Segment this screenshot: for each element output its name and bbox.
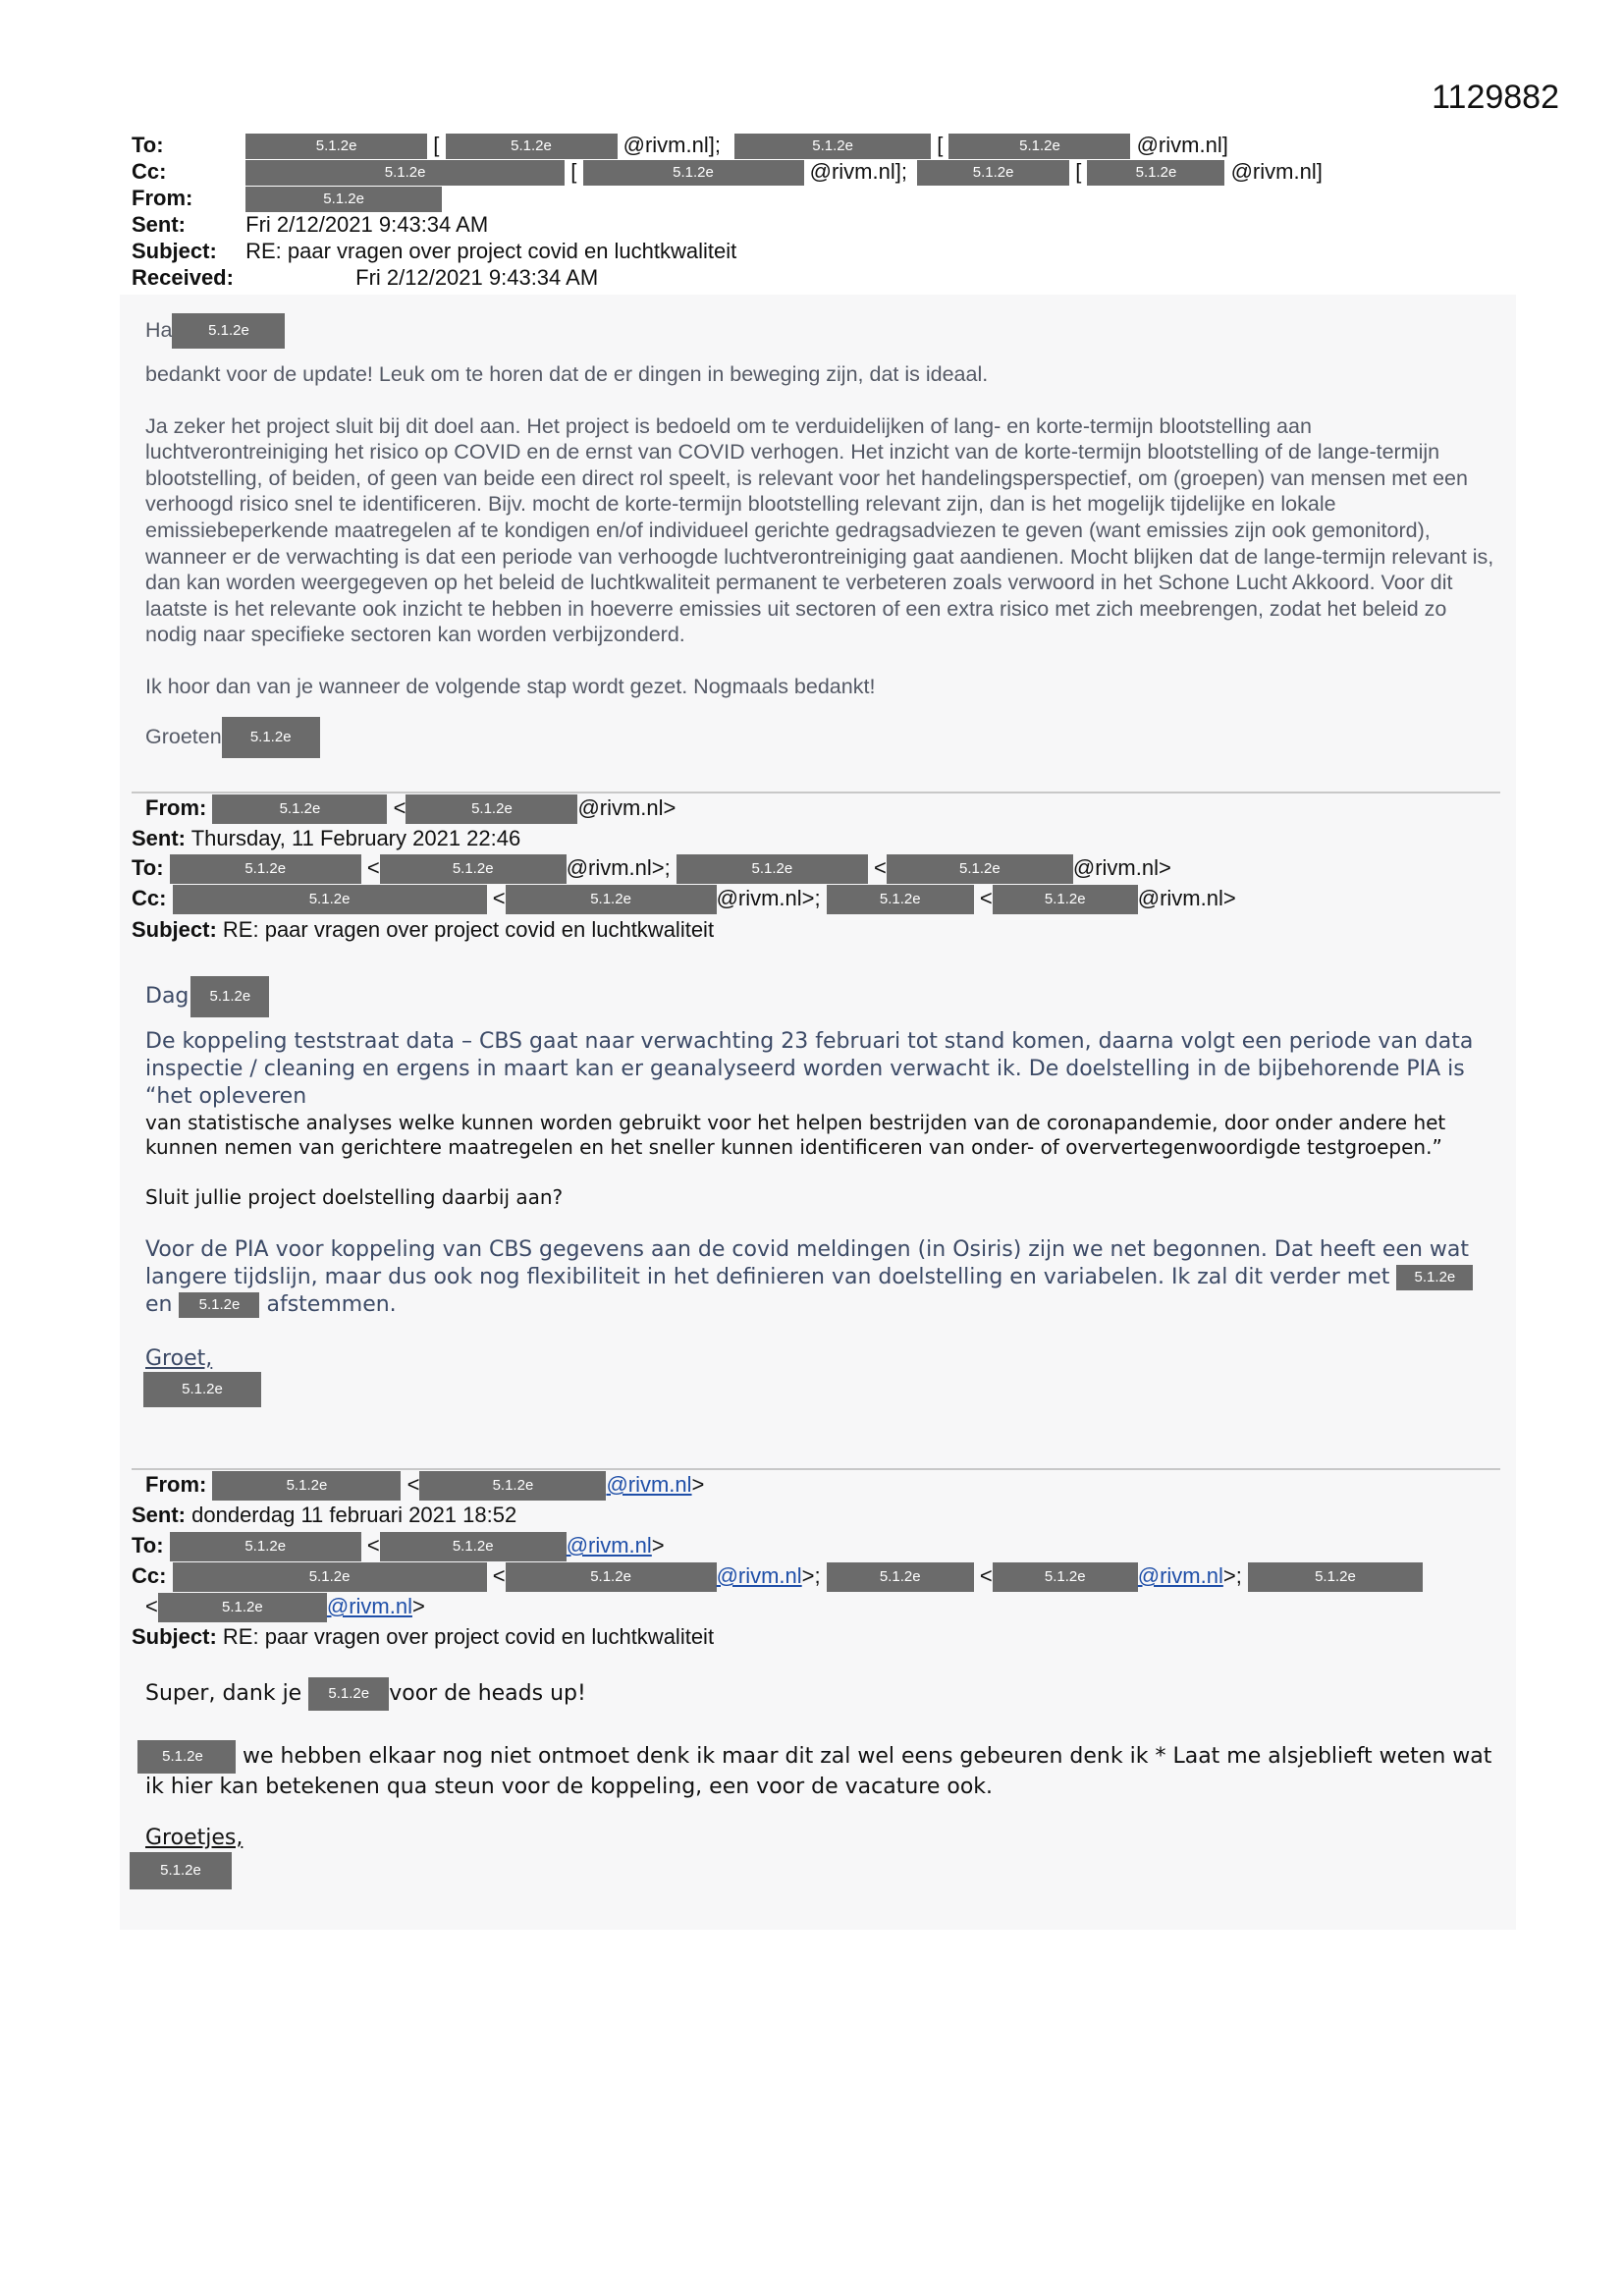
redaction: 5.1.2e: [506, 885, 717, 914]
greeting: Ha: [145, 318, 173, 342]
email2-from-row: [145, 793, 676, 823]
cc-label: Cc:: [132, 159, 167, 184]
lt: <: [145, 1594, 158, 1618]
lt: <: [492, 886, 506, 910]
lt: <: [393, 795, 406, 820]
bracket: [: [937, 133, 944, 157]
lt: <: [366, 855, 380, 880]
lt: <: [979, 1563, 993, 1588]
email1-subject-row: [132, 238, 736, 264]
redaction: 5.1.2e: [993, 1562, 1138, 1592]
to-label: To:: [132, 1533, 164, 1558]
lt: <: [492, 1563, 506, 1588]
gt: >: [651, 1533, 665, 1558]
paragraph: van statistische analyses welke kunnen worden gebruikt voor het helpen bestrijden van de coronapandemie, door onder andere het kunnen nemen van gerichtere maatregelen en het sneller kunnen identificeren van onder- of oververtegenwoordigde testgroepen.”: [145, 1111, 1446, 1159]
subject-label: Subject:: [132, 239, 217, 263]
subject-text: RE: paar vragen over project covid en luchtkwaliteit: [222, 917, 715, 942]
redaction: 5.1.2e: [734, 134, 931, 159]
paragraph-text: we hebben elkaar nog niet ontmoet denk ik maar dit zal wel eens gebeuren denk ik: [243, 1744, 1149, 1769]
redaction: 5.1.2e: [158, 1593, 327, 1622]
document-id: 1129882: [1432, 79, 1559, 116]
redaction: 5.1.2e: [677, 854, 868, 884]
subject-text: RE: paar vragen over project covid en luchtkwaliteit: [222, 1624, 715, 1649]
email2-sent-row: [132, 824, 520, 853]
gt: >: [411, 1594, 425, 1618]
paragraph: [145, 1236, 1505, 1319]
subject-text: RE: paar vragen over project covid en luchtkwaliteit: [245, 239, 737, 263]
redaction: 5.1.2e: [380, 854, 567, 884]
sent-label: Sent:: [132, 1503, 186, 1527]
redaction: 5.1.2e: [406, 794, 577, 824]
email-link[interactable]: @rivm.nl: [566, 1533, 652, 1558]
email3-sent-row: [132, 1501, 516, 1530]
redaction: 5.1.2e: [1087, 160, 1224, 186]
from-label: From:: [145, 795, 207, 820]
subject-label: Subject:: [132, 917, 217, 942]
email1-from-row: [132, 185, 442, 211]
email-link[interactable]: @rivm.nl: [716, 1563, 802, 1588]
email3-body: [145, 1677, 1510, 1889]
to-domain: @rivm.nl>;: [566, 855, 671, 880]
redaction: 5.1.2e: [170, 1532, 361, 1561]
bracket: [: [570, 159, 577, 184]
to-domain: @rivm.nl>: [1072, 855, 1171, 880]
to-domain: @rivm.nl]: [1136, 133, 1228, 157]
sent-date: Thursday, 11 February 2021 22:46: [190, 826, 521, 850]
paragraph: [145, 1740, 1505, 1801]
paragraph-text: Voor de PIA voor koppeling van CBS gegevens aan de covid meldingen (in Osiris) zijn we net begonnen. Dat heeft een wat langere tijdslijn, maar dus ook nog flexibiliteit in het definieren van doelstelling en variabelen. Ik zal dit verder met: [145, 1237, 1470, 1289]
received-date: Fri 2/12/2021 9:43:34 AM: [355, 265, 599, 290]
asterisk: *: [1155, 1744, 1166, 1769]
paragraph-text: Laat me alsjeblieft weten wat ik hier kan betekenen qua steun voor de koppeling, een voor de vacature ook.: [145, 1744, 1492, 1799]
lt: <: [406, 1472, 420, 1497]
redaction: 5.1.2e: [212, 1471, 401, 1501]
to-domain: @rivm.nl];: [623, 133, 721, 157]
redaction: 5.1.2e: [583, 160, 804, 186]
redaction: 5.1.2e: [137, 1740, 236, 1774]
email2-subject-row: [132, 915, 714, 945]
email-link[interactable]: @rivm.nl: [326, 1594, 412, 1618]
received-label: Received:: [132, 265, 234, 290]
redaction: 5.1.2e: [172, 313, 285, 349]
redaction: 5.1.2e: [948, 134, 1130, 159]
paragraph-text: voor de heads up!: [389, 1681, 586, 1706]
email3-cc-row: [132, 1561, 1423, 1591]
redaction: 5.1.2e: [222, 717, 320, 758]
sent-date: donderdag 11 februari 2021 18:52: [191, 1503, 517, 1527]
paragraph: Ja zeker het project sluit bij dit doel aan. Het project is bedoeld om te verduidelijken of lang- en korte-termijn blootstelling aan luchtverontreiniging het risico op COVID en de ernst van COVID verhogen. Het inzicht van de korte-termijn blootstelling of de lange-termijn blootstelling, of beiden, of geen van beide een direct rol speelt, is relevant voor het handelingsperspectief, om (groepen) van mensen met een verhoogd risico snel te identificeren. Bijv. mocht de korte-termijn blootstelling relevant zijn, dan is het mogelijk tijdelijke en lokale emissiebeperkende maatregelen af te kondigen en/of individueel gerichte gedragsadviezen te geven (want emissies zijn ook gemonitord), wanneer er de verwachting is dat een periode van verhoogde luchtverontreiniging gaat aandienen. Mocht blijken dat de lange-termijn relevant is, dan kan worden weergegeven op het beleid de luchtkwaliteit permanent te verbeteren zoals verwoord in het Schone Lucht Akkoord. Voor dit laatste is het relevante ook inzicht te hebben in hoeverre emissies uit sectoren of een extra risico met zich meebrengen, zodat het beleid zo nodig naar specifieke sectoren kan worden verbijzonderd.: [145, 413, 1494, 647]
email2-body: [145, 976, 1510, 1407]
paragraph-text: Super, dank je: [145, 1681, 302, 1706]
sent-date: Fri 2/12/2021 9:43:34 AM: [245, 212, 489, 237]
email-link[interactable]: @rivm.nl: [606, 1472, 692, 1497]
email1-body: [145, 312, 1500, 757]
redaction: 5.1.2e: [212, 794, 387, 824]
email2-to-row: [132, 853, 1171, 883]
email1-to-row: [132, 132, 1228, 158]
email1-sent-row: [132, 211, 488, 238]
redaction: 5.1.2e: [917, 160, 1069, 186]
email2-cc-row: [132, 884, 1236, 913]
email-link[interactable]: @rivm.nl: [1137, 1563, 1223, 1588]
gt: >;: [801, 1563, 821, 1588]
redaction: 5.1.2e: [993, 885, 1138, 914]
sent-label: Sent:: [132, 826, 186, 850]
redaction: 5.1.2e: [245, 160, 565, 186]
greeting: Dag: [145, 984, 189, 1009]
redaction: 5.1.2e: [308, 1677, 389, 1711]
paragraph: Ik hoor dan van je wanneer de volgende stap wordt gezet. Nogmaals bedankt!: [145, 674, 876, 698]
email1-cc-row: [132, 158, 1323, 185]
redaction: 5.1.2e: [173, 885, 487, 914]
redaction: 5.1.2e: [130, 1852, 232, 1889]
lt: <: [979, 886, 993, 910]
cc-domain: @rivm.nl]: [1230, 159, 1323, 184]
cc-label: Cc:: [132, 1563, 167, 1588]
from-label: From:: [132, 186, 193, 210]
redaction: 5.1.2e: [170, 854, 361, 884]
paragraph-text: afstemmen.: [266, 1292, 397, 1317]
paragraph: Sluit jullie project doelstelling daarbij aan?: [145, 1185, 564, 1209]
redaction: 5.1.2e: [380, 1532, 567, 1561]
redaction: 5.1.2e: [245, 134, 427, 159]
redaction: 5.1.2e: [827, 1562, 974, 1592]
lt: <: [874, 855, 887, 880]
subject-label: Subject:: [132, 1624, 217, 1649]
redaction: 5.1.2e: [827, 885, 974, 914]
cc-domain: @rivm.nl>;: [716, 886, 821, 910]
email1-received-row: [132, 264, 598, 291]
email3-from-row: [145, 1470, 704, 1500]
paragraph: De koppeling teststraat data – CBS gaat naar verwachting 23 februari tot stand komen, daarna volgt een periode van data inspectie / cleaning en ergens in maart kan er geanalyseerd worden verwacht ik. De doelstelling in de bijbehorende PIA is “het opleveren: [145, 1029, 1474, 1109]
email3-subject-row: [132, 1622, 714, 1652]
sent-label: Sent:: [132, 212, 186, 237]
to-label: To:: [132, 133, 164, 157]
closing: Groetjes,: [145, 1826, 244, 1850]
redaction: 5.1.2e: [173, 1562, 487, 1592]
redaction: 5.1.2e: [1396, 1265, 1473, 1290]
redaction: 5.1.2e: [506, 1562, 717, 1592]
email3-cc-row-continued: [145, 1592, 425, 1621]
cc-domain: @rivm.nl];: [809, 159, 907, 184]
cc-label: Cc:: [132, 886, 167, 910]
redaction: 5.1.2e: [446, 134, 618, 159]
paragraph: bedankt voor de update! Leuk om te horen dat de er dingen in beweging zijn, dat is ideaal.: [145, 362, 989, 386]
gt: >: [691, 1472, 705, 1497]
redaction: 5.1.2e: [245, 187, 442, 212]
gt: >;: [1222, 1563, 1242, 1588]
redaction: 5.1.2e: [887, 854, 1073, 884]
bracket: [: [433, 133, 440, 157]
from-label: From:: [145, 1472, 207, 1497]
redaction: 5.1.2e: [419, 1471, 606, 1501]
closing: Groeten: [145, 724, 222, 748]
cc-domain: @rivm.nl>: [1137, 886, 1236, 910]
from-domain: @rivm.nl>: [577, 795, 677, 820]
email3-to-row: [132, 1531, 665, 1560]
redaction: 5.1.2e: [179, 1292, 259, 1318]
redaction: 5.1.2e: [1248, 1562, 1423, 1592]
lt: <: [366, 1533, 380, 1558]
bracket: [: [1075, 159, 1082, 184]
closing: Groet,: [145, 1346, 213, 1371]
conjunction: en: [145, 1292, 173, 1317]
to-label: To:: [132, 855, 164, 880]
redaction: 5.1.2e: [190, 976, 269, 1017]
redaction: 5.1.2e: [143, 1372, 261, 1407]
